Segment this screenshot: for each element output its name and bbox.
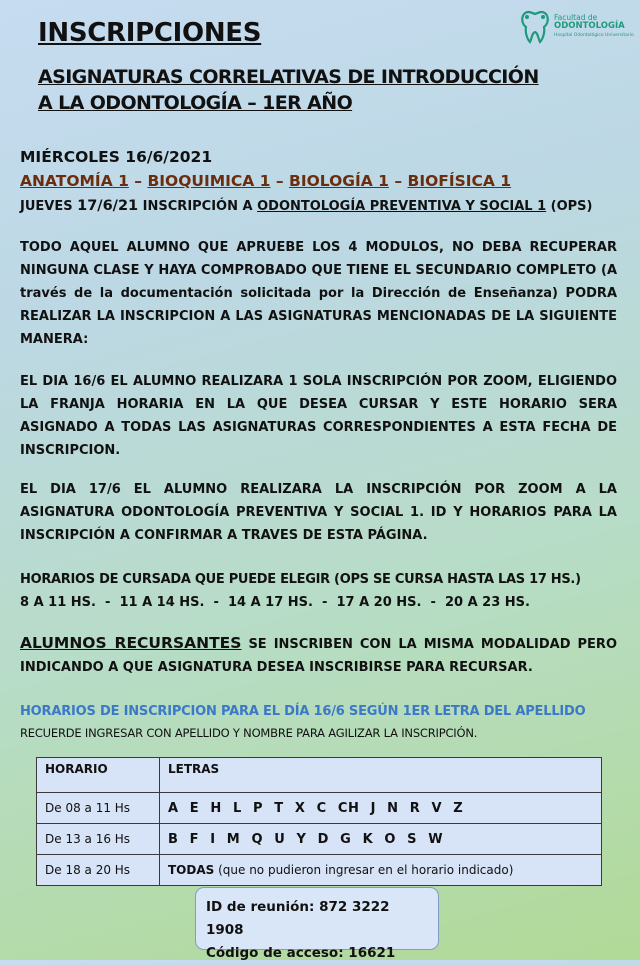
schedule-heading: HORARIOS DE INSCRIPCION PARA EL DÍA 16/6 SEGÚN 1ER LETRA DEL APELLIDO	[20, 704, 586, 719]
row-letters: B F I M Q U Y D G K O S W	[160, 824, 602, 855]
row-letters: A E H L P T X C CH J N R V Z	[160, 793, 602, 824]
schedule-note: RECUERDE INGRESAR CON APELLIDO Y NOMBRE PARA AGILIZAR LA INSCRIPCIÓN.	[20, 726, 478, 740]
meeting-id: ID de reunión: 872 3222 1908	[206, 899, 390, 938]
class-hours-options: 8 A 11 HS. - 11 A 14 HS. - 14 A 17 HS. - 17 A 20 HS. - 20 A 23 HS.	[20, 595, 530, 610]
header-letras: LETRAS	[160, 758, 602, 793]
subjects-list: ANATOMÍA 1 – BIOQUIMICA 1 – BIOLOGÍA 1 – BIOFÍSICA 1	[20, 172, 512, 190]
day2-suffix: (OPS)	[546, 199, 593, 214]
meeting-code: Código de acceso: 16621	[206, 945, 396, 961]
logo-line-3: Hospital Odontológico Universitario	[554, 33, 634, 38]
paragraph-recursantes	[20, 632, 617, 679]
subject-anatomia: ANATOMÍA 1	[20, 172, 129, 190]
paragraph-day-17: EL DIA 17/6 EL ALUMNO REALIZARA LA INSCRIPCIÓN POR ZOOM A LA ASIGNATURA ODONTOLOGÍA PREVENTIVA Y SOCIAL 1. ID Y HORARIOS PARA LA INSCRIPCIÓN A CONFIRMAR A TRAVES DE ESTA PÁGINA.	[20, 482, 617, 543]
paragraph-requirements: TODO AQUEL ALUMNO QUE APRUEBE LOS 4 MODULOS, NO DEBA RECUPERAR NINGUNA CLASE Y HAYA COMPROBADO QUE TIENE EL SECUNDARIO COMPLETO (A través de la documentación solicitada por la Dirección de Enseñanza) PODRA REALIZAR LA INSCRIPCION A LAS ASIGNATURAS MENCIONADAS DE LA SIGUIENTE MANERA:	[20, 240, 617, 347]
table-header-row	[37, 758, 602, 793]
logo-line-1: Facultad de	[554, 13, 598, 22]
paragraph-day-16: EL DIA 16/6 EL ALUMNO REALIZARA 1 SOLA INSCRIPCIÓN POR ZOOM, ELIGIENDO LA FRANJA HORARIA EN LA QUE DESEA CURSAR Y ESTE HORARIO SERA ASIGNADO A TODAS LAS ASIGNATURAS CORRESPONDIENTES A ESTA FECHA DE INSCRIPCION.	[20, 374, 617, 458]
table-row	[37, 824, 602, 855]
subtitle-line-1: ASIGNATURAS CORRELATIVAS DE INTRODUCCIÓN	[38, 66, 539, 88]
row-letters	[160, 855, 602, 886]
row-time: De 13 a 16 Hs	[37, 824, 160, 855]
logo-line-2: ODONTOLOGÍA	[554, 21, 625, 31]
table-row	[37, 793, 602, 824]
row-letters-bold: TODAS	[168, 863, 215, 877]
row-time: De 18 a 20 Hs	[37, 855, 160, 886]
subtitle-line-2: A LA ODONTOLOGÍA – 1ER AÑO	[38, 92, 353, 114]
tooth-logo-icon	[518, 8, 552, 46]
date-day-2	[20, 198, 592, 214]
paragraph-class-hours	[20, 568, 617, 614]
subject-bioquimica: BIOQUIMICA 1	[147, 172, 271, 190]
subject-biofisica: BIOFÍSICA 1	[407, 172, 512, 190]
row-letters-rest: (que no pudieron ingresar en el horario indicado)	[214, 863, 514, 877]
header-horario: HORARIO	[37, 758, 160, 793]
page-title: INSCRIPCIONES	[38, 18, 262, 48]
row-time: De 08 a 11 Hs	[37, 793, 160, 824]
day2-date: 17/6/21	[77, 198, 139, 214]
schedule-table	[36, 757, 602, 886]
recursantes-lead: ALUMNOS RECURSANTES	[20, 634, 242, 652]
day2-middle: INSCRIPCIÓN A	[138, 199, 258, 214]
table-row	[37, 855, 602, 886]
meeting-info-box	[195, 887, 439, 961]
subject-biologia: BIOLOGÍA 1	[289, 172, 389, 190]
page-subtitle	[38, 64, 539, 116]
faculty-logo	[518, 8, 634, 48]
day2-prefix: JUEVES	[20, 199, 78, 214]
class-hours-title: HORARIOS DE CURSADA QUE PUEDE ELEGIR (OPS SE CURSA HASTA LAS 17 HS.)	[20, 572, 581, 587]
date-day-1: MIÉRCOLES 16/6/2021	[20, 148, 213, 166]
logo-text	[554, 13, 634, 40]
recursantes-text: SE INSCRIBEN CON LA MISMA MODALIDAD PERO INDICANDO A QUE ASIGNATURA DESEA INSCRIBIRSE PARA RECURSAR.	[20, 637, 617, 675]
day2-subject: ODONTOLOGÍA PREVENTIVA Y SOCIAL 1	[257, 199, 547, 214]
